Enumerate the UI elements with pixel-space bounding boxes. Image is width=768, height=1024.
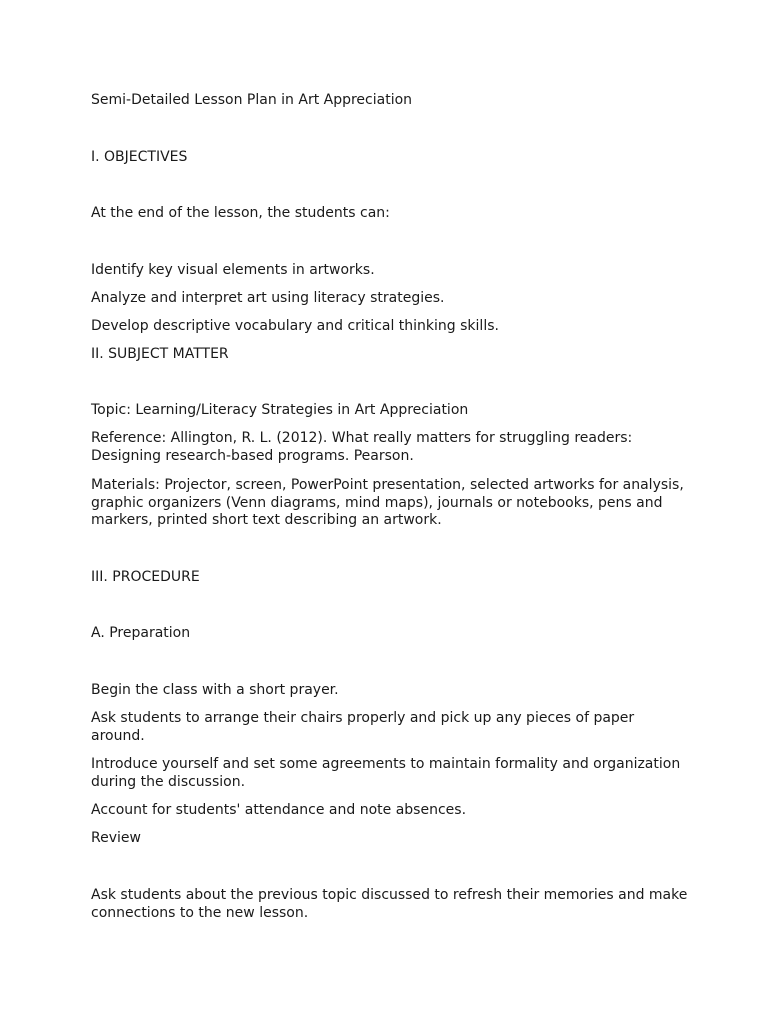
objectives-intro: At the end of the lesson, the students can: [91,205,390,221]
objective-item: Analyze and interpret art using literacy strategies. [91,290,445,306]
preparation-item: Introduce yourself and set some agreements to maintain formality and organization during the discussion. [91,756,681,790]
objective-item: Develop descriptive vocabulary and critical thinking skills. [91,318,499,334]
preparation-item: Ask students to arrange their chairs properly and pick up any pieces of paper around. [91,710,635,744]
preparation-item: Account for students' attendance and note absences. [91,802,467,818]
subject-matter-heading: II. SUBJECT MATTER [91,346,229,362]
procedure-heading: III. PROCEDURE [91,569,200,585]
review-text: Ask students about the previous topic discussed to refresh their memories and make connections to the new lesson. [91,887,688,921]
objective-item: Identify key visual elements in artworks. [91,262,375,278]
document-title: Semi-Detailed Lesson Plan in Art Appreciation [91,92,413,108]
preparation-item: Begin the class with a short prayer. [91,682,339,698]
subject-topic: Topic: Learning/Literacy Strategies in Art Appreciation [91,402,469,418]
preparation-heading: A. Preparation [91,625,191,641]
subject-materials: Materials: Projector, screen, PowerPoint presentation, selected artworks for analysis, graphic organizers (Venn diagrams, mind maps), journals or notebooks, pens and markers, printed short text describing an artwork. [91,477,684,528]
objectives-heading: I. OBJECTIVES [91,149,188,165]
subject-reference: Reference: Allington, R. L. (2012). What really matters for struggling readers: Designing research-based programs. Pearson. [91,430,633,464]
review-heading: Review [91,830,141,846]
